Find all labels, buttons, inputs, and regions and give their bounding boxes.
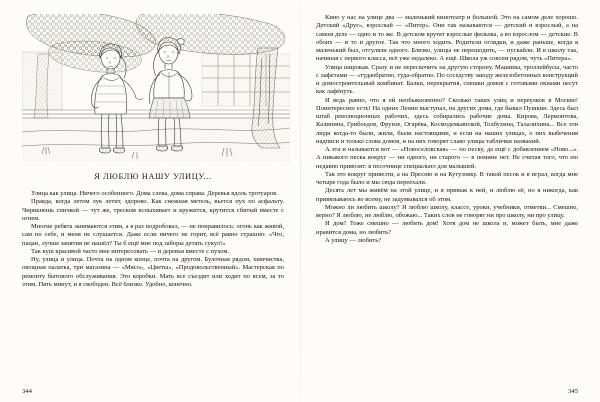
paragraph: Так это вокруг привезти, а на Пресню и на Кутузовку. В такой песок и в играл, когда мне четыре года было и мы сюда переехали.: [316, 170, 578, 186]
paragraph: Десять лет мы живём на этой улице, и я привык к ней, и люблю её, но я никогда, как привязываюсь во всему, не задумывался об этом.: [316, 187, 578, 203]
right-page-text: [316, 14, 578, 245]
right-page: [300, 0, 600, 402]
page-number-left: 344: [22, 388, 32, 395]
page-number-right: 345: [568, 388, 578, 395]
paragraph: А эта и называется вот — «Новоселовская» — по песку, да ещё с добавлением «Ново...». А никакого песка вокруг — ни одного, ни старого — в помине нет. Не считая того, что ею недавно привозят: в песочнице специально для малышей.: [316, 146, 578, 170]
paragraph: Ну, улица и улица. Почта на одном конце, почта на другом. Булочная рядом, химчистка, овощная палатка, три магазина — «Мясо», «Цветы», «Продовольственный». Мастерская по ремонту бытового обслуживания. Это коробки. Мать все съездит или ходит по всем, за то этим. Пять минут, и я свободен. Всё близко. Удобно, конечно.: [22, 256, 284, 288]
paragraph: И дом? Тоже смешно — любить дом! Хотя дом не школа и, может быть, мне даже нравится дома, но любить?: [316, 220, 578, 236]
paragraph: Многие ребята занимаются этим, а я раз подробовал, — не понравилось: огонь как живой, сам по себе, и меня не слушается. Даже если ничего не горит, всё равно страшно: «Что, пацан, лучше занятия не нашёл? Ты б ещё мне под заборы детать сукул!»: [22, 223, 284, 247]
illustration-two-girls-under-tree: [22, 14, 290, 162]
paragraph: А улицу — любить?: [325, 236, 382, 244]
paragraph: Так куш красивой часто мне интересовать — и деревья вместе с пухом.: [31, 247, 230, 255]
paragraph: Кино у нас на улице два — маленький кинотеатр и большой. Это на самом деле хорошо. Детский «Друг», взрослый — «Питер». Они так называются — детский и взрослый, а на самом деле — одно и то же. В детском крутят взрослые фильмы, а во взрослом — детские. В обоих — и то и другое. Так что много ходить. Родители оглядки, и даже раньше, когда я маленький был, отгуляли одного. Близко, улицы не перешодить, — пускайли. И в школу так, начиная с первого класса, всё уже недалеко. А ещё. Школа уж совсем рядом, чуть «Питера».: [316, 14, 578, 63]
paragraph: И ведь равно, что я ей необыкновенно? Сколько таких улиц и переулков в Москве! Поинтереснее есть! На одних Ленин выступал, на других дома, где бывал Пушкин. Здесь был штаб революционных рабочих, здесь собирались рабочие дома. Кирова, Лермонтова, Калинина, Грибоедов, Фрунзе, Огарёва, Космодемьянской, Толбухина, Талалихина... Все эти люди когда-то были, жили, были настоящими, и если на наших улицах, о них выбечения надписи и только слова домов, и на них говорят славо улицы таблички названий.: [316, 96, 578, 145]
paragraph: Можно ли любить школу? Я люблю школу, классе, уроки, учебники, отметки... Смешно, верно? Я люблю, не люблю, обожаю... Таких слов не говорят ни про школу, ни про улицу.: [316, 203, 578, 219]
left-page-text: [22, 190, 284, 289]
paragraph: Улица широкая. Сразу и не перескочить на другую сторону. Машины, троллейбусы, часто с лафетами — «тудаобратно, туда-обратно. По соседству заводу железобетонных конструкций и домостроительный комбинат. Балки, перекрытия, спешки домов с готовыми окнами несут как лафёнуть.: [316, 63, 578, 96]
chapter-title: Я ЛЮБЛЮ НАШУ УЛИЦУ...: [94, 172, 212, 181]
paragraph: Улица как улица. Ничего особенного. Дома слева, дома справа. Деревья вдоль тротуаров.: [31, 190, 278, 197]
paragraph: Правда, когда летом лук летит, здорово. Как снежная метель, вьется пух по асфальту. Чирикнешь спичкой — тут же, треском вспыхивает и кружится, крутится сбитый вместе с огнем.: [22, 198, 284, 222]
